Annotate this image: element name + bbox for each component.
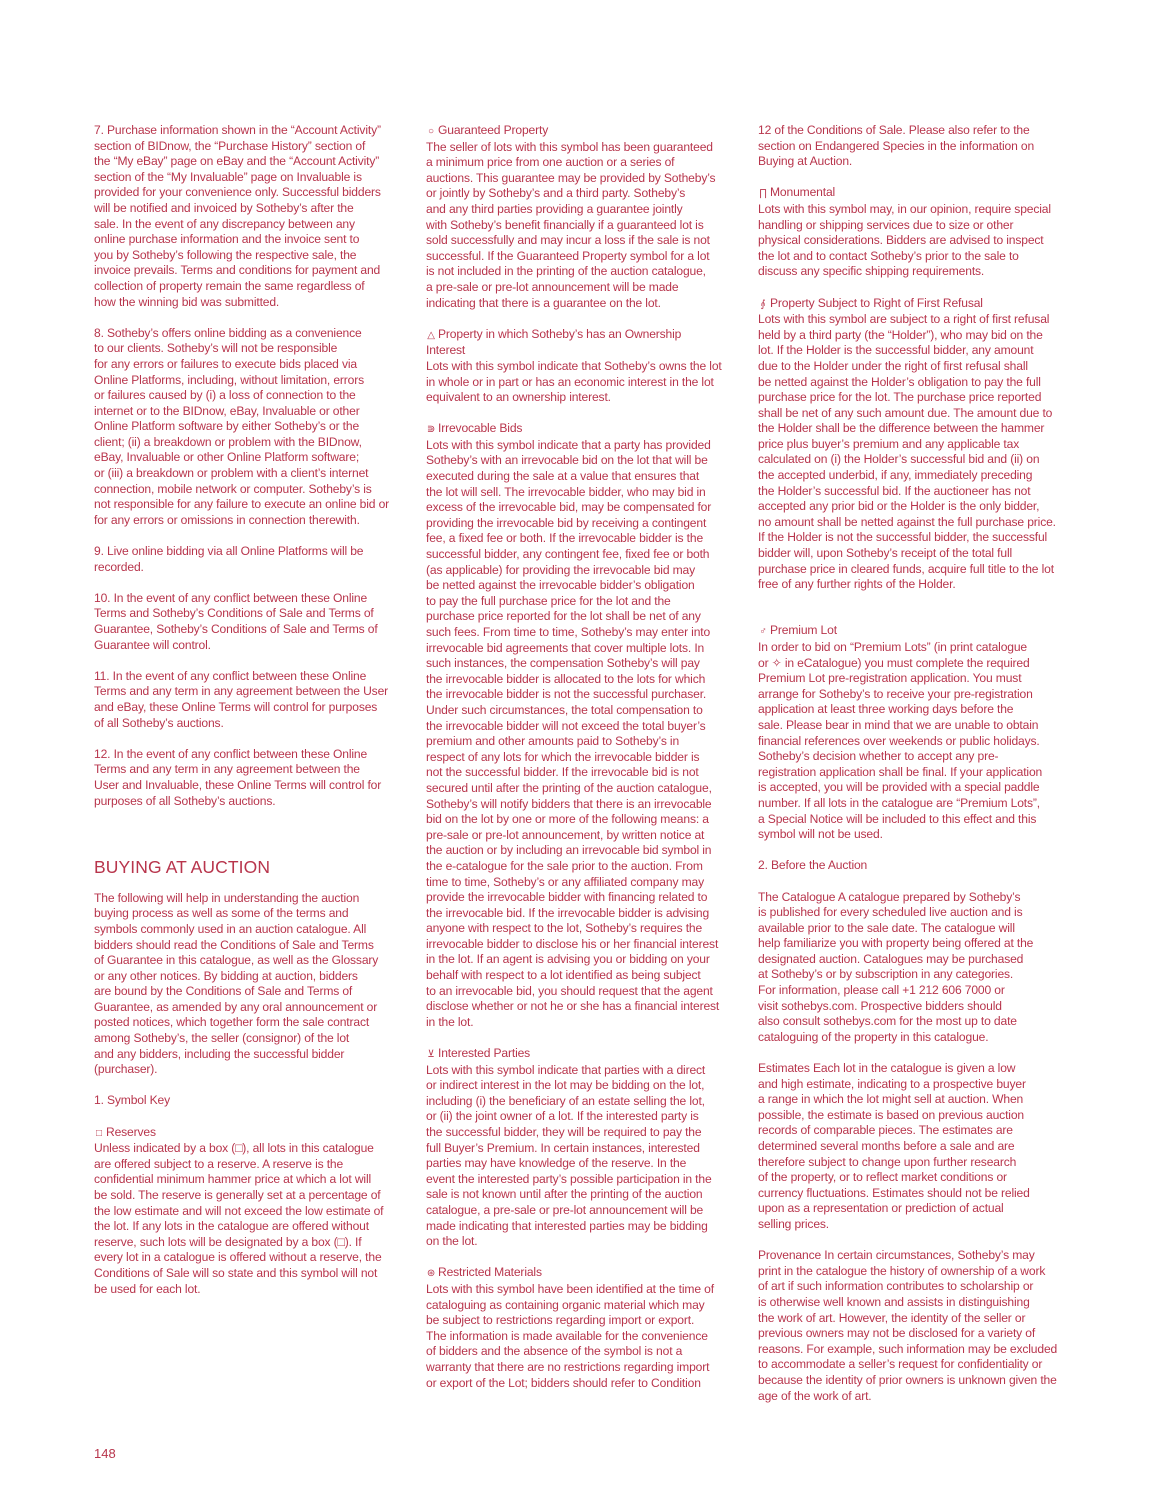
text-line: reasons. For example, such information may be excluded (758, 1341, 1058, 1356)
text-line: of the property, or to reflect market conditions or (758, 1170, 1007, 1185)
triangle-symbol-icon: △ (427, 329, 435, 341)
first-refusal-entry (758, 296, 1078, 593)
intro-paragraph (94, 891, 414, 1078)
text-line: Sotheby’s will notify bidders that there is an irrevocable (426, 796, 712, 811)
text-line: handling or shipping services due to size or other (758, 217, 1014, 232)
text-line: purchase price for the lot. The purchase price reported (758, 390, 1042, 405)
text-line: you by Sotheby’s following the respective sale, the (94, 247, 357, 262)
text-line: Guarantee, Sotheby’s Conditions of Sale and Terms of (94, 622, 378, 636)
interested-parties-text (426, 1063, 746, 1250)
text-line: of Guarantee in this catalogue, as well as the Glossary (94, 953, 379, 968)
text-line: Sotheby’s decision whether to accept any pre- (758, 749, 999, 764)
text-line: The Catalogue A catalogue prepared by Sotheby’s (758, 889, 1021, 904)
text-line: online purchase information and the invoice sent to (94, 232, 360, 247)
text-line: and high estimate, indicating to a prospective buyer (758, 1076, 1026, 1091)
text-line: bidders should read the Conditions of Sale and Terms (94, 937, 374, 952)
restricted-symbol-icon: ⊛ (426, 1268, 436, 1280)
text-line: section of BIDnow, the “Purchase History” section of (94, 138, 366, 153)
text-line: or (iii) a breakdown or problem with a client’s internet (94, 466, 369, 481)
term-9 (94, 544, 414, 575)
text-line: for any errors or omissions in connection therewith. (94, 512, 360, 527)
restricted-materials-continued (758, 123, 1078, 170)
text-line: arrange for Sotheby’s to receive your pre-registration (758, 686, 1033, 701)
term-10 (94, 591, 414, 653)
text-line: fee, a fixed fee or both. If the irrevocable bidder is the (426, 531, 704, 546)
text-line: among Sotheby’s, the seller (consignor) of the lot (94, 1031, 350, 1046)
text-line: the work of art. However, the identity of the seller or (758, 1310, 1026, 1325)
text-line: be netted against the Holder’s obligation to pay the full (758, 374, 1041, 389)
text-line: to an irrevocable bid, you should request that the agent (426, 983, 713, 998)
irrevocable-bids-text (426, 438, 746, 1031)
text-line: and any bidders, including the successful bidder (94, 1046, 345, 1061)
text-line: calculated on (i) the Holder’s successful bid and (ii) on (758, 452, 1040, 467)
text-line: behalf with respect to a lot identified as being subject (426, 968, 701, 983)
text-line: secured until after the printing of the auction catalogue, (426, 780, 712, 795)
text-line: time to time, Sotheby’s or any affiliated company may (426, 874, 704, 889)
restricted-materials-heading (426, 1265, 746, 1282)
term-7 (94, 123, 414, 310)
column-1 (94, 123, 414, 1313)
text-line: internet or to the BIDnow, eBay, Invaluable or other (94, 403, 360, 418)
premium-lot-title: Premium Lot (770, 623, 837, 638)
box-symbol-icon: □ (96, 1127, 102, 1139)
text-line: Terms and any term in any agreement between the User (94, 684, 389, 699)
reserves-text (94, 1141, 414, 1297)
text-line: print in the catalogue the history of ownership of a work (758, 1263, 1046, 1278)
text-line: therefore subject to change upon further research (758, 1154, 1017, 1169)
text-line: designated auction. Catalogues may be purchased (758, 951, 1024, 966)
text-line: of bidders and the absence of the symbol is not a (426, 1344, 683, 1359)
text-line: or (ii) the joint owner of a lot. If the interested party is (426, 1109, 699, 1124)
text-line: to our clients. Sotheby’s will not be responsible (94, 341, 338, 356)
text-line: symbols commonly used in an auction catalogue. All (94, 921, 367, 936)
text-line: The seller of lots with this symbol has been guaranteed (426, 139, 713, 154)
text-line: warranty that there are no restrictions regarding import (426, 1359, 710, 1374)
text-line: Terms and Sotheby’s Conditions of Sale and Terms of (94, 606, 374, 621)
text-line: or ✧ in eCatalogue) you must complete the required (758, 655, 1030, 670)
text-line: Buying at Auction. (758, 154, 853, 169)
text-line: in the lot. If an agent is advising you or bidding on your (426, 952, 710, 967)
text-line: purchase price reported for the lot shall be net of any (426, 609, 701, 624)
premium-lot-symbol-icon: ♂ (759, 626, 767, 638)
text-line: be sold. The reserve is generally set at a percentage of (94, 1188, 381, 1202)
text-line: User and Invaluable, these Online Terms will control for (94, 777, 382, 792)
text-line: provide the irrevocable bidder with financing related to (426, 890, 708, 905)
text-line: are offered subject to a reserve. A reserve is the (94, 1156, 344, 1171)
first-refusal-text (758, 312, 1078, 593)
text-line: the low estimate and will not exceed the low estimate of (94, 1203, 384, 1218)
irrevocable-bids-entry (426, 421, 746, 1030)
circle-symbol-icon: ○ (428, 126, 434, 137)
text-line: disclose whether or not he or she has a financial interest (426, 999, 720, 1014)
text-line: catalogue, a pre-sale or pre-lot announcement will be (426, 1202, 704, 1217)
provenance-paragraph (758, 1248, 1078, 1404)
text-line: number. If all lots in the catalogue are “Premium Lots”, (758, 795, 1040, 810)
term-12 (94, 747, 414, 809)
text-line: Lots with this symbol indicate that Sotheby’s owns the lot (426, 358, 722, 373)
column-2 (426, 123, 746, 1407)
monumental-heading (758, 185, 1078, 202)
text-line: If the Holder is not the successful bidder, the successful (758, 530, 1048, 545)
text-line: the lot and to contact Sotheby’s prior to the sale to (758, 248, 1019, 263)
text-line: will be notified and invoiced by Sotheby’s after the (94, 200, 354, 215)
text-line: upon as a representation or prediction of actual (758, 1201, 1004, 1216)
interested-parties-entry (426, 1046, 746, 1250)
text-line: is otherwise well known and assists in distinguishing (758, 1294, 1030, 1309)
text-line: no amount shall be netted against the full purchase price. (758, 514, 1056, 529)
text-line: 8. Sotheby’s offers online bidding as a convenience (94, 325, 362, 340)
text-line: a minimum price from one auction or a series of (426, 155, 675, 170)
text-line: made indicating that interested parties may be bidding (426, 1218, 708, 1233)
interested-parties-heading (426, 1046, 746, 1063)
irrevocable-symbol-icon: ⋑ (426, 424, 436, 436)
subsection-symbol-key: 1. Symbol Key (94, 1093, 171, 1108)
text-line: event the interested party’s possible participation in the (426, 1171, 712, 1186)
text-line: lot. If the Holder is the successful bidder, any amount (758, 343, 1034, 358)
irrevocable-bids-title: Irrevocable Bids (438, 421, 523, 436)
premium-lot-entry (758, 623, 1078, 842)
text-line: price plus buyer’s premium and any applicable tax (758, 436, 1020, 451)
text-line: posted notices, which together form the sale contract (94, 1015, 370, 1030)
text-line: (purchaser). (94, 1062, 158, 1077)
text-line: premium and other amounts paid to Sotheby’s in (426, 734, 680, 749)
text-line: available prior to the sale date. The catalogue will (758, 920, 1015, 935)
text-line: pre-sale or pre-lot announcement, by written notice at (426, 827, 705, 842)
text-line: eBay, Invaluable or other Online Platform software; (94, 450, 360, 465)
text-line: due to the Holder under the right of first refusal shall (758, 358, 1028, 373)
text-line: not responsible for any failure to execute an online bid or (94, 497, 390, 512)
restricted-materials-text (426, 1282, 746, 1391)
text-line: is not included in the printing of the auction catalogue, (426, 264, 706, 279)
text-line: help familiarize you with property being offered at the (758, 936, 1034, 951)
guaranteed-property-entry (426, 123, 746, 311)
text-line: with Sotheby’s benefit financially if a guaranteed lot is (426, 217, 704, 232)
text-line: 10. In the event of any conflict between these Online (94, 590, 368, 605)
text-line: cataloguing of the property in this catalogue. (758, 1029, 989, 1044)
text-line: be subject to restrictions regarding import or export. (426, 1313, 695, 1328)
text-line: Unless indicated by a box (□), all lots in this catalogue (94, 1141, 374, 1156)
text-line: client; (ii) a breakdown or problem with the BIDnow, (94, 434, 362, 449)
text-line: symbol will not be used. (758, 827, 883, 842)
text-line: successful. If the Guaranteed Property symbol for a lot (426, 248, 710, 263)
text-line: The information is made available for the convenience (426, 1328, 708, 1343)
monumental-title: Monumental (770, 185, 836, 200)
text-line: the Holder’s successful bid. If the auctioneer has not (758, 483, 1031, 498)
text-line: Conditions of Sale will so state and this symbol will not (94, 1265, 378, 1280)
text-line: 9. Live online bidding via all Online Platforms will be (94, 544, 364, 559)
text-line: physical considerations. Bidders are advised to inspect (758, 233, 1044, 248)
text-line: auctions. This guarantee may be provided by Sotheby’s (426, 170, 716, 185)
text-line: purposes of all Sotheby’s auctions. (94, 793, 276, 808)
monumental-entry (758, 185, 1078, 280)
text-line: to pay the full purchase price for the lot and the (426, 593, 671, 608)
first-refusal-title: Property Subject to Right of First Refusal (770, 295, 983, 310)
text-line: a range in which the lot might sell at auction. When (758, 1092, 1024, 1107)
ownership-interest-entry (426, 327, 746, 406)
interested-parties-title: Interested Parties (438, 1046, 531, 1061)
text-line: Lots with this symbol may, in our opinion, require special (758, 201, 1051, 216)
guaranteed-property-text (426, 140, 746, 312)
text-line: or any other notices. By bidding at auction, bidders (94, 968, 358, 983)
text-line: in whole or in part or has an economic interest in the lot (426, 374, 714, 389)
text-line: or indirect interest in the lot may be bidding on the lot, (426, 1078, 705, 1093)
text-line: previous owners may not be disclosed for a variety of (758, 1326, 1036, 1341)
text-line: sold successfully and may incur a loss if the sale is not (426, 233, 710, 248)
text-line: executed during the sale at a value that ensures that (426, 469, 700, 484)
text-line: registration application shall be final. If your application (758, 764, 1043, 779)
text-line: cataloguing as containing organic material which may (426, 1297, 705, 1312)
text-line: anyone with respect to the lot, Sotheby’s requires the (426, 921, 703, 936)
premium-lot-text (758, 640, 1078, 843)
text-line: application at least three working days before the (758, 702, 1014, 717)
ownership-interest-title: Property in which Sotheby’s has an Ownership (438, 326, 682, 341)
text-line: to accommodate a seller’s request for confidentiality or (758, 1357, 1043, 1372)
text-line: is published for every scheduled live auction and is (758, 905, 1023, 920)
first-refusal-heading (758, 296, 1078, 313)
text-line: and eBay, these Online Terms will control for purposes (94, 699, 378, 714)
text-line: of all Sotheby’s auctions. (94, 715, 224, 730)
text-line: shall be net of any such amount due. The amount due to (758, 405, 1053, 420)
text-line: financial references over weekends or public holidays. (758, 733, 1040, 748)
text-line: connection, mobile network or computer. Sotheby’s is (94, 481, 372, 496)
text-line: collection of property remain the same regardless of (94, 278, 365, 293)
text-line: equivalent to an ownership interest. (426, 390, 611, 405)
text-line: provided for your convenience only. Successful bidders (94, 185, 381, 200)
text-line: visit sothebys.com. Prospective bidders should (758, 998, 1002, 1013)
text-line: Online Platform software by either Sotheby’s or the (94, 419, 360, 434)
text-line: or jointly by Sotheby’s and a third party. Sotheby’s (426, 186, 686, 201)
text-line: are bound by the Conditions of Sale and Terms of (94, 984, 353, 999)
text-line: Terms and any term in any agreement between the (94, 762, 360, 777)
text-line: the accepted underbid, if any, immediately preceding (758, 468, 1033, 483)
text-line: discuss any specific shipping requirements. (758, 264, 985, 279)
text-line: also consult sothebys.com for the most up to date (758, 1014, 1017, 1029)
text-line: Provenance In certain circumstances, Sotheby’s may (758, 1248, 1035, 1263)
text-line: including (i) the beneficiary of an estate selling the lot, (426, 1093, 705, 1108)
text-line: sale is not known until after the printing of the auction (426, 1187, 703, 1202)
reserves-heading (94, 1125, 414, 1142)
text-line: be used for each lot. (94, 1281, 201, 1296)
text-line: be netted against the irrevocable bidder’s obligation (426, 578, 695, 593)
text-line: the successful bidder, they will be required to pay the (426, 1125, 702, 1139)
text-line: records of comparable pieces. The estimates are (758, 1123, 1013, 1138)
text-line: For information, please call +1 212 606 7000 or (758, 983, 1005, 998)
text-line: the irrevocable bidder is allocated to the lots for which (426, 671, 706, 686)
text-line: Under such circumstances, the total compensation to (426, 702, 703, 717)
text-line: the irrevocable bidder will not exceed the total buyer’s (426, 718, 706, 733)
text-line: in the lot. (426, 1014, 474, 1029)
text-line: section on Endangered Species in the information on (758, 138, 1035, 153)
restricted-materials-entry (426, 1265, 746, 1391)
text-line: the irrevocable bidder is not the successful purchaser. (426, 687, 707, 702)
text-line: sale. In the event of any discrepancy between any (94, 216, 355, 231)
text-line: Lots with this symbol are subject to a right of first refusal (758, 312, 1050, 327)
text-line: the lot. If any lots in the catalogue are offered without (94, 1219, 369, 1234)
premium-lot-heading (758, 623, 1078, 640)
text-line: the auction or by including an irrevocable bid symbol in (426, 843, 712, 858)
text-line: indicating that there is a guarantee on the lot. (426, 295, 661, 310)
text-line: 11. In the event of any conflict between these Online (94, 668, 367, 683)
text-line: Online Platforms, including, without limitation, errors (94, 372, 365, 387)
text-line: a Special Notice will be included to this effect and this (758, 811, 1037, 826)
text-line: such instances, the compensation Sotheby’s will pay (426, 656, 700, 671)
text-line: or failures caused by (i) a loss of connection to the (94, 388, 356, 403)
monumental-symbol-icon: ∏ (758, 188, 768, 200)
text-line: Guarantee, as amended by any oral announcement or (94, 999, 378, 1014)
text-line: Lots with this symbol have been identified at the time of (426, 1281, 714, 1296)
text-line: Lots with this symbol indicate that a party has provided (426, 437, 711, 452)
text-line: 7. Purchase information shown in the “Account Activity” (94, 123, 381, 137)
text-line: reserve, such lots will be designated by a box (□). If (94, 1234, 362, 1249)
text-line: because the identity of prior owners is unknown given the (758, 1372, 1057, 1387)
text-line: not the successful bidder. If the irrevocable bid is not (426, 765, 699, 780)
interested-symbol-icon: ⊻ (427, 1049, 435, 1061)
reserves-entry (94, 1125, 414, 1298)
text-line: (as applicable) for providing the irrevocable bid may (426, 562, 696, 577)
text-line: parties may have knowledge of the reserve. In the (426, 1156, 687, 1171)
text-line: irrevocable bidder to disclose his or her financial interest (426, 936, 719, 951)
text-line: selling prices. (758, 1216, 830, 1231)
text-line: full Buyer’s Premium. In certain instances, interested (426, 1140, 700, 1155)
text-line: confidential minimum hammer price at which a lot will (94, 1172, 372, 1187)
text-line: how the winning bid was submitted. (94, 294, 280, 309)
text-line: on the lot. (426, 1234, 478, 1249)
text-line: respect of any lots for which the irrevocable bidder is (426, 749, 700, 764)
text-line: 12 of the Conditions of Sale. Please also refer to the (758, 123, 1030, 137)
text-line: a pre-sale or pre-lot announcement will be made (426, 279, 679, 294)
guaranteed-property-heading (426, 123, 746, 140)
ownership-interest-title-cont: Interest (426, 343, 466, 358)
text-line: Sotheby’s with an irrevocable bid on the lot that will be (426, 453, 708, 468)
text-line: free of any further rights of the Holder. (758, 577, 956, 592)
estimates-paragraph (758, 1061, 1078, 1233)
text-line: providing the irrevocable bid by receiving a contingent (426, 515, 707, 530)
catalogue-paragraph (758, 890, 1078, 1046)
text-line: Premium Lot pre-registration application. You must (758, 671, 1022, 686)
text-line: at Sotheby’s or by subscription in any categories. (758, 967, 1014, 982)
text-line: successful bidder, any contingent fee, fixed fee or both (426, 547, 710, 562)
text-line: buying process as well as some of the terms and (94, 906, 349, 921)
text-line: The following will help in understanding the auction (94, 890, 360, 905)
column-3 (758, 123, 1078, 1420)
text-line: Guarantee will control. (94, 637, 211, 652)
text-line: the irrevocable bid. If the irrevocable bidder is advising (426, 905, 710, 920)
text-line: the “My eBay” page on eBay and the “Account Activity” (94, 154, 380, 169)
text-line: Lots with this symbol indicate that parties with a direct (426, 1062, 706, 1077)
text-line: or export of the Lot; bidders should refer to Condition (426, 1375, 701, 1390)
term-11 (94, 669, 414, 731)
reserves-title: Reserves (106, 1124, 156, 1139)
ownership-interest-heading (426, 327, 746, 344)
text-line: age of the work of art. (758, 1388, 872, 1403)
text-line: accepted any prior bid or the Holder is the only bidder, (758, 499, 1040, 514)
text-line: irrevocable bid agreements that cover multiple lots. In (426, 640, 705, 655)
subsection-before-the-auction: 2. Before the Auction (758, 858, 868, 873)
text-line: Estimates Each lot in the catalogue is given a low (758, 1061, 1016, 1076)
section-title-buying-at-auction: BUYING AT AUCTION (94, 856, 271, 877)
online-terms-list (94, 123, 414, 809)
term-8 (94, 326, 414, 529)
text-line: and any third parties providing a guarantee jointly (426, 201, 683, 216)
text-line: In order to bid on “Premium Lots” (in print catalogue (758, 640, 1027, 654)
restricted-materials-title: Restricted Materials (438, 1265, 542, 1280)
text-line: such fees. From time to time, Sotheby’s may enter into (426, 625, 711, 639)
first-refusal-symbol-icon: ⨙ (760, 298, 766, 310)
ownership-interest-text (426, 359, 746, 406)
text-line: invoice prevails. Terms and conditions for payment and (94, 263, 381, 278)
text-line: the Holder shall be the difference between the hammer (758, 421, 1045, 436)
irrevocable-bids-heading (426, 421, 746, 438)
text-line: section of the “My Invaluable” page on Invaluable is (94, 169, 362, 184)
text-line: for any errors or failures to execute bids placed via (94, 356, 357, 371)
text-line: possible, the estimate is based on previous auction (758, 1107, 1024, 1122)
text-line: held by a third party (the “Holder”), who may bid on the (758, 327, 1043, 342)
text-line: excess of the irrevocable bid, may be compensated for (426, 500, 712, 515)
monumental-text (758, 202, 1078, 280)
text-line: 12. In the event of any conflict between these Online (94, 746, 368, 761)
text-line: the lot will sell. The irrevocable bidder, who may bid in (426, 484, 706, 499)
text-line: bid on the lot by one or more of the following means: a (426, 812, 709, 827)
guaranteed-property-title: Guaranteed Property (438, 123, 549, 137)
text-line: of art if such information contributes to scholarship or (758, 1279, 1034, 1294)
text-line: the e-catalogue for the sale prior to the auction. From (426, 858, 703, 873)
text-line: recorded. (94, 559, 144, 574)
text-line: bidder will, upon Sotheby’s receipt of the total full (758, 546, 1013, 561)
text-line: purchase price in cleared funds, acquire full title to the lot (758, 561, 1054, 576)
text-line: sale. Please bear in mind that we are unable to obtain (758, 717, 1039, 732)
text-line: determined several months before a sale and are (758, 1139, 1015, 1153)
text-line: is accepted, you will be provided with a special paddle (758, 780, 1040, 795)
text-line: currency fluctuations. Estimates should not be relied (758, 1185, 1030, 1200)
page-number: 148 (94, 1446, 116, 1461)
text-line: every lot in a catalogue is offered without a reserve, the (94, 1250, 382, 1265)
